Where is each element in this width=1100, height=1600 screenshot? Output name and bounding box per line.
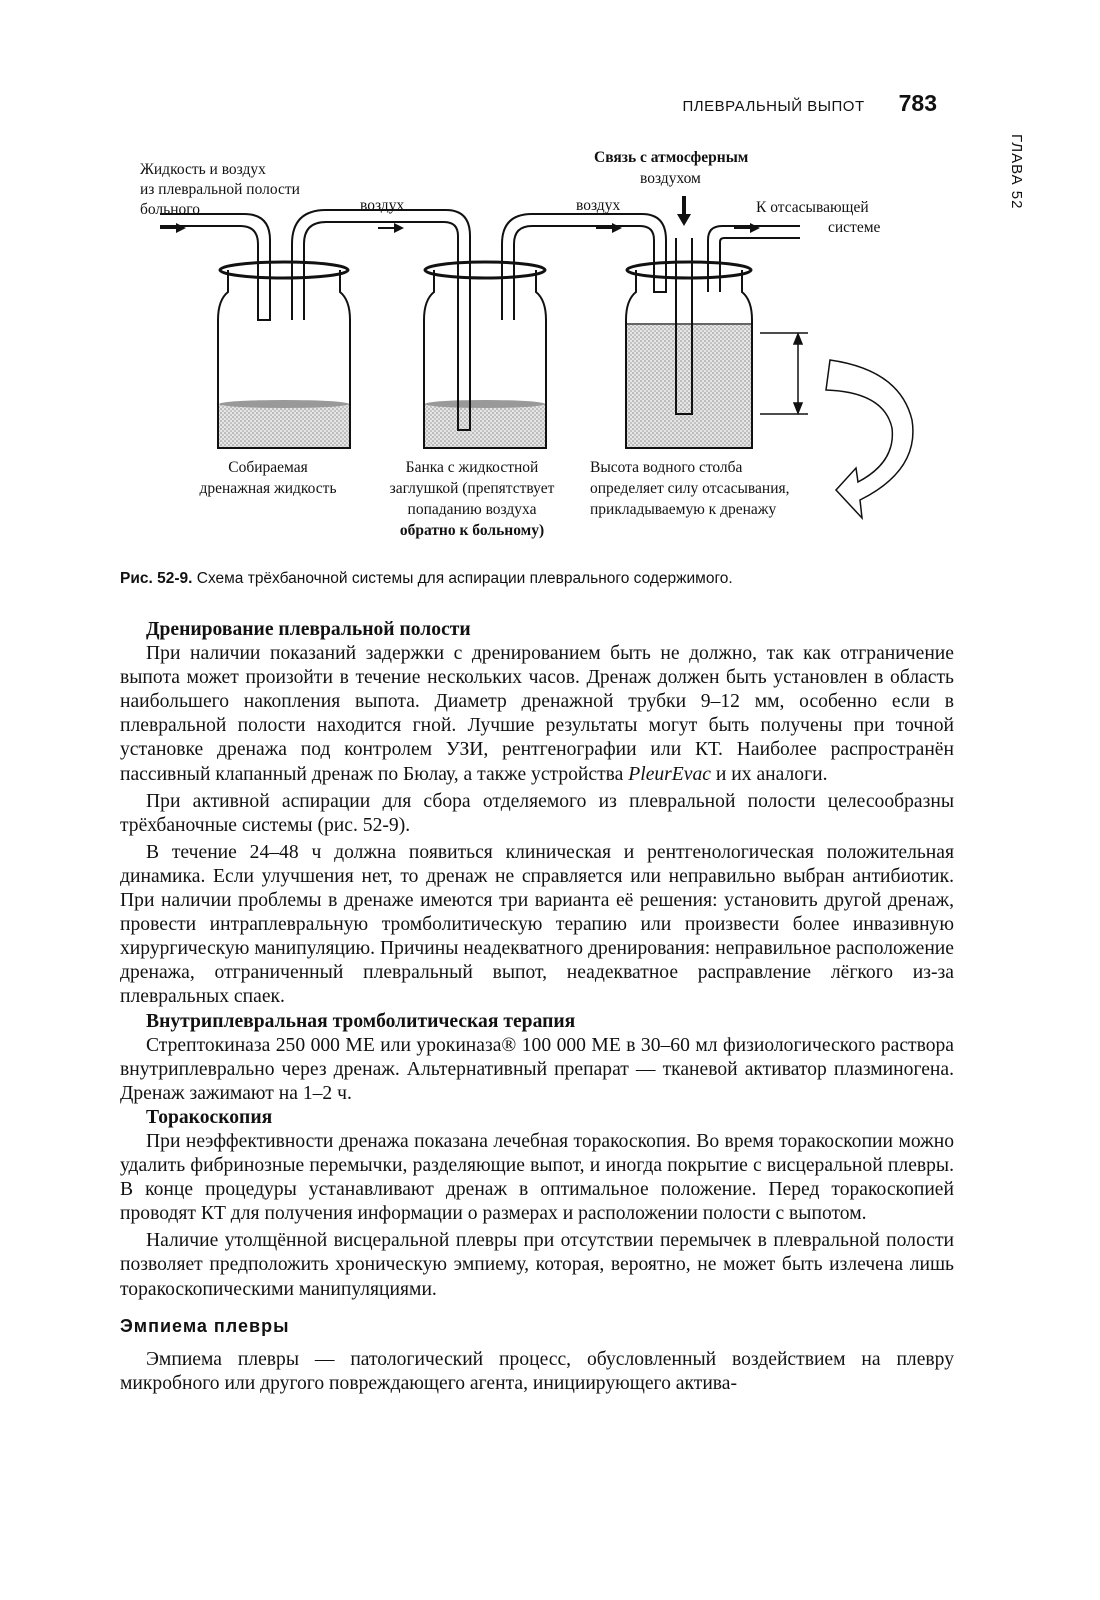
figure-caption xyxy=(120,570,950,588)
body-text xyxy=(120,618,954,1396)
paragraph-1 xyxy=(120,642,954,787)
jar3-caption-1: Высота водного столба xyxy=(590,459,743,476)
heading-thrombolytic: Внутриплевральная тромболитическая терапия xyxy=(146,1010,576,1032)
paragraph-5: При неэффективности дренажа показана лечебная торакоскопия. Во время торакоскопии можно удалить фибринозные перемычки, разделяющие выпот, и иногда покрытие с висцеральной плевры. В конце процедуры устанавливают дренаж в оптимальное положение. Перед торакоскопией проводят КТ для получения информации о размерах и расположении полости с выпотом. xyxy=(120,1130,954,1225)
jar3-caption-2: определяет силу отсасывания, xyxy=(590,480,790,497)
label-inflow-2: из плевральной полости xyxy=(140,181,300,198)
height-indicator xyxy=(760,333,808,414)
heading-empyema: Эмпиема плевры xyxy=(120,1315,290,1336)
air-arrow-icon-2 xyxy=(596,223,622,233)
jar2-caption-3: попаданию воздуха xyxy=(407,501,537,518)
label-air-1: воздух xyxy=(360,197,405,214)
chapter-tab: ГЛАВА 52 xyxy=(1008,134,1025,210)
jar2-caption-2: заглушкой (препятствует xyxy=(389,480,555,497)
water-column xyxy=(627,324,751,447)
heading-thoracoscopy: Торакоскопия xyxy=(146,1106,273,1128)
paragraph-2: При активной аспирации для сбора отделяемого из плевральной полости целесообразны трёхбаночные системы (рис. 52-9). xyxy=(120,790,954,836)
water-seal-fluid xyxy=(425,404,545,447)
caption-label: Рис. 52-9. xyxy=(120,570,193,587)
pleurevac-term: PleurEvac xyxy=(628,763,711,785)
collected-fluid xyxy=(219,404,349,447)
caption-text: Схема трёхбаночной системы для аспирации плеврального содержимого. xyxy=(192,570,733,587)
label-suction-1: К отсасывающей xyxy=(756,199,869,216)
jar-suction-control xyxy=(626,262,752,448)
jar2-caption-1: Банка с жидкостной xyxy=(405,459,539,476)
three-bottle-drainage-figure xyxy=(0,140,1100,560)
jar2-caption-4: обратно к больному) xyxy=(399,522,545,539)
jar3-caption-3: прикладываемую к дренажу xyxy=(590,501,777,518)
atmosphere-arrow-icon xyxy=(677,196,691,226)
jar-collection xyxy=(218,262,350,448)
running-title: ПЛЕВРАЛЬНЫЙ ВЫПОТ xyxy=(682,98,865,115)
jar1-caption-2: дренажная жидкость xyxy=(199,480,337,497)
label-atmosphere-2: воздухом xyxy=(640,170,701,187)
air-arrow-icon xyxy=(378,223,404,233)
paragraph-1-text: При наличии показаний задержки с дренированием быть не должно, так как отграничение выпота может произойти в течение нескольких часов. Дренаж должен быть установлен в область наибольшего накопления выпота. Диаметр дренажной трубки 9–12 мм, особенно если в плевральной полости находится гной. Лучшие результаты могут быть получены при точной установке дренажа под контролем УЗИ, рентгенографии или КТ. Наиболее распространён пассивный клапанный дренаж по Бюлау, а также устройства xyxy=(120,643,954,785)
inflow-arrow-icon xyxy=(160,223,186,233)
curved-arrow-icon xyxy=(826,360,913,518)
page-number: 783 xyxy=(898,90,937,116)
paragraph-6: Наличие утолщённой висцеральной плевры при отсутствии перемычек в плевральной полости позволяет предположить хроническую эмпиему, которая, вероятно, не может быть излечена лишь торакоскопическими манипуляциями. xyxy=(120,1230,954,1300)
paragraph-7: Эмпиема плевры — патологический процесс, обусловленный воздействием на плевру микробного или другого повреждающего агента, инициирующего актива- xyxy=(120,1348,954,1394)
running-header xyxy=(683,90,938,117)
label-atmosphere-1: Связь с атмосферным xyxy=(594,149,749,166)
paragraph-4: Стрептокиназа 250 000 МЕ или урокиназа® 100 000 МЕ в 30–60 мл физиологического раствора внутриплеврально через дренаж. Альтернативный препарат — тканевой активатор плазминогена. Дренаж зажимают на 1–2 ч. xyxy=(120,1034,954,1104)
paragraph-3: В течение 24–48 ч должна появиться клиническая и рентгенологическая положительная динамика. Если улучшения нет, то дренаж не справляется или неправильно выбран антибиотик. При наличии проблемы в дренаже имеются три варианта её решения: установить другой дренаж, провести интраплевральную тромболитическую терапию или произвести более инвазивную хирургическую манипуляцию. Причины неадекватного дренирования: неправильное расположение дренажа, отграниченный плевральный выпот, неадекватное расправление лёгкого из-за плевральных спаек. xyxy=(120,841,954,1008)
jar-water-seal xyxy=(424,262,546,448)
label-inflow-1: Жидкость и воздух xyxy=(140,161,266,178)
heading-drainage: Дренирование плевральной полости xyxy=(146,619,471,640)
jar1-caption-1: Собираемая xyxy=(228,459,308,476)
label-air-2: воздух xyxy=(576,197,621,214)
suction-arrow-icon xyxy=(734,223,760,233)
label-inflow-3: больного xyxy=(140,201,201,218)
label-suction-2: системе xyxy=(828,219,881,236)
paragraph-1-end: и их аналоги. xyxy=(710,763,828,785)
